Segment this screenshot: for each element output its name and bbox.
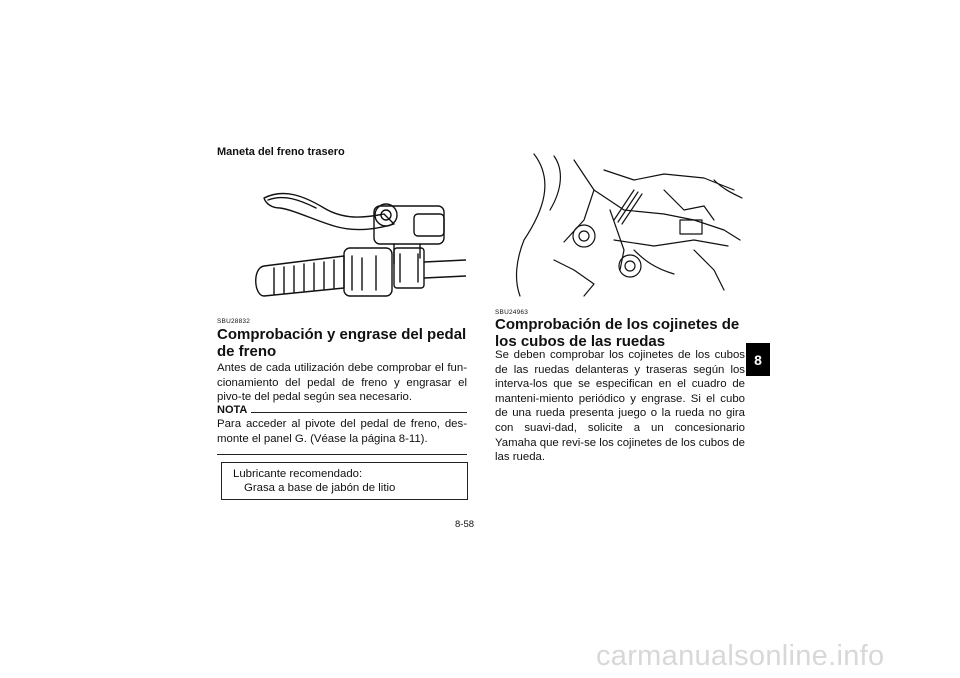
nota-header [217,404,467,416]
nota-label: NOTA [217,404,248,416]
lubricant-box [221,462,468,500]
section-heading: Comprobación y engrase del pedal de freno [217,326,467,360]
lubricant-label: Lubricante recomendado: [233,468,363,480]
body-text: Antes de cada utilización debe comprobar el fun-cionamiento del pedal de freno y engrasar el pivo-te del pedal según sea necesario. [217,362,467,404]
chapter-tab: 8 [746,343,770,376]
figure-caption: Maneta del freno trasero [217,146,345,158]
section-heading: Comprobación de los cojinetes de los cubos de las ruedas [495,316,740,350]
section-code: SBU24963 [495,309,529,316]
wheel-hub-illustration [514,150,744,298]
lubricant-value: Grasa a base de jabón de litio [244,482,396,494]
nota-end-divider [217,454,467,455]
nota-box [217,404,467,455]
brake-lever-illustration [244,178,466,310]
section-code: SBU28832 [217,318,251,325]
nota-text: Para acceder al pivote del pedal de freno, des-monte el panel G. (Véase la página 8-11). [217,418,467,445]
page-number: 8-58 [455,519,475,530]
nota-divider [251,412,467,413]
watermark: carmanualsonline.info [596,640,885,672]
body-text: Se deben comprobar los cojinetes de los cubos de las ruedas delanteras y traseras según los interva-los que se especifican en el cuadro de manteni-miento periódico y engrase. Si el cubo de una rueda presenta juego o la rueda no gira con suavi-dad, solicite a un concesionario Yamaha que revi-se los cojinetes de los cubos de las rueda. [495,349,745,464]
